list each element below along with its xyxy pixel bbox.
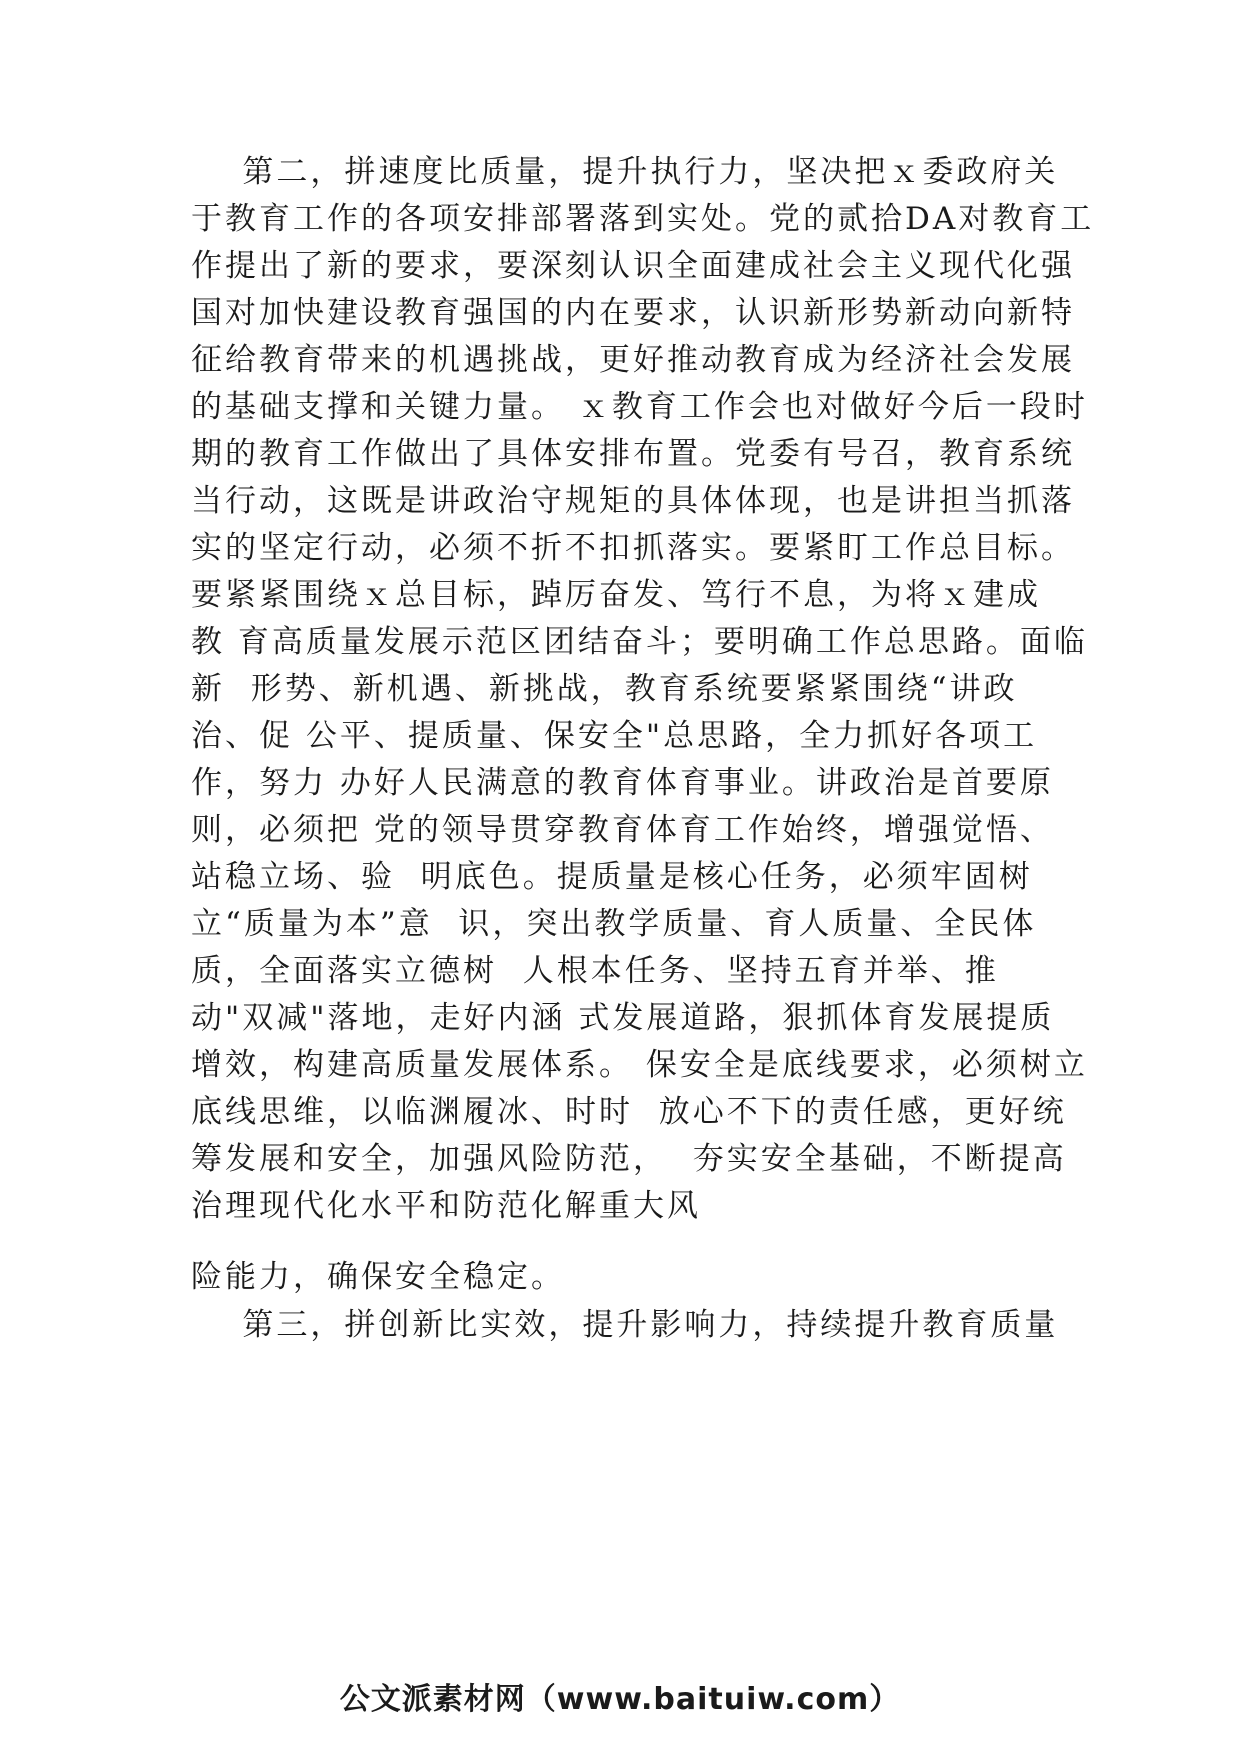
text-line: 的基础支撑和关键力量。 ｘ教育工作会也对做好今后一段时 [191,389,1088,425]
text-line: 动"双减"落地，走好内涵 式发展道路，狠抓体育发展提质 [191,1000,1055,1036]
text-line: 筹发展和安全，加强风险防范， 夯实安全基础，不断提高 [191,1141,1067,1177]
text-line: 期的教育工作做出了具体安排布置。党委有号召，教育系统 [191,436,1075,472]
text-line: 新 形势、新机遇、新挑战，教育系统要紧紧围绕“讲政 [191,671,1018,707]
text-line: 作提出了新的要求，要深刻认识全面建成社会主义现代化强 [191,248,1075,284]
text-line: 治理现代化水平和防范化解重大风 [191,1188,701,1224]
text-line: 作，努力 办好人民满意的教育体育事业。讲政治是首要原 [191,765,1054,801]
text-line: 第二，拼速度比质量，提升执行力，坚决把ｘ委政府关 [191,154,1059,190]
text-line: 实的坚定行动，必须不折不扣抓落实。要紧盯工作总目标。 [191,530,1075,566]
text-line: 国对加快建设教育强国的内在要求，认识新形势新动向新特 [191,295,1075,331]
text-line: 站稳立场、验 明底色。提质量是核心任务，必须牢固树 [191,859,1033,895]
text-line: 底线思维，以临渊履冰、时时 放心不下的责任感，更好统 [191,1094,1067,1130]
text-line: 征给教育带来的机遇挑战，更好推动教育成为经济社会发展 [191,342,1075,378]
text-line: 质，全面落实立德树 人根本任务、坚持五育并举、推 [191,953,999,989]
text-line: 要紧紧围绕ｘ总目标，踔厉奋发、笃行不息，为将ｘ建成 [191,577,1041,613]
text-line: 于教育工作的各项安排部署落到实处。党的贰拾DA对教育工 [191,201,1095,237]
text-line: 增效，构建高质量发展体系。 保安全是底线要求，必须树立 [191,1047,1088,1083]
text-line: 治、促 公平、提质量、保安全"总思路，全力抓好各项工 [191,718,1038,754]
text-line: 立“质量为本”意 识，突出教学质量、育人质量、全民体 [191,906,1037,942]
text-line: 第三，拼创新比实效，提升影响力，持续提升教育质量 [191,1307,1059,1343]
text-line: 当行动，这既是讲政治守规矩的具体体现，也是讲担当抓落 [191,483,1075,519]
text-line: 则，必须把 党的领导贯穿教育体育工作始终，增强觉悟、 [191,812,1054,848]
text-line: 险能力，确保安全稳定。 [191,1259,565,1295]
text-line: 教 育高质量发展示范区团结奋斗；要明确工作总思路。面临 [191,624,1088,660]
footer-watermark: 公文派素材网（www.baituiw.com） [339,1682,901,1717]
